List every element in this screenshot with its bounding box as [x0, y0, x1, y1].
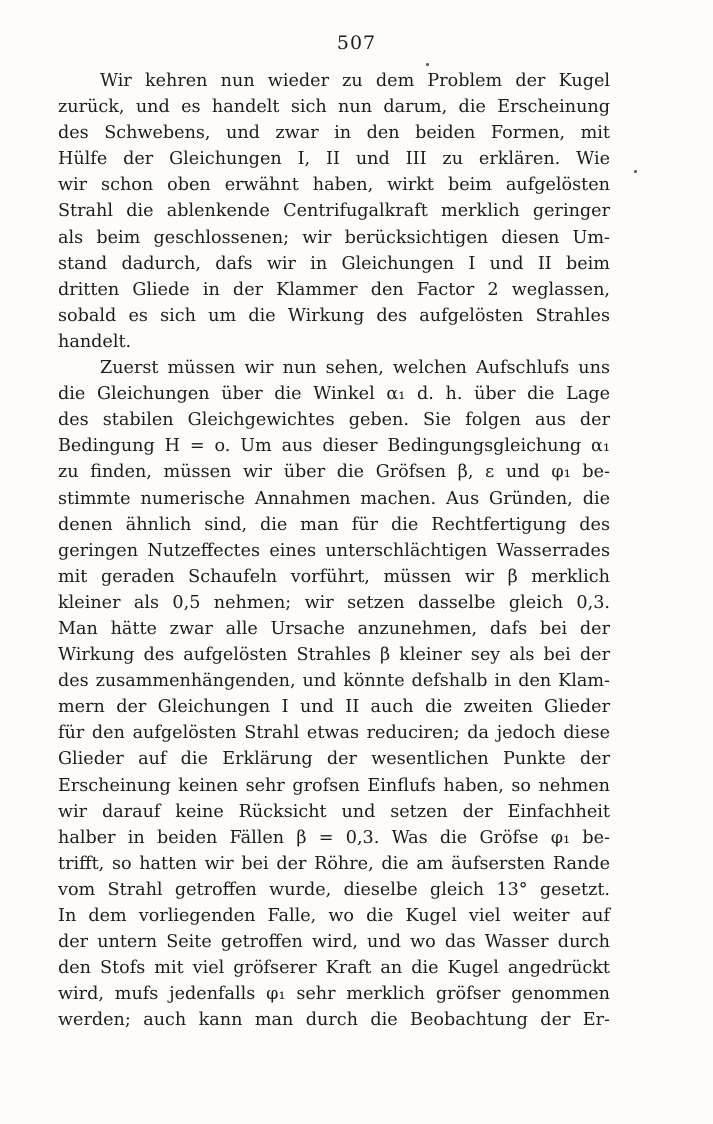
- text-line: des stabilen Gleichgewichtes geben. Sie folgen aus der: [58, 410, 610, 431]
- stray-ink-mark: [426, 63, 429, 66]
- text-line: werden; auch kann man durch die Beobachtung der Er-: [58, 1010, 610, 1031]
- text-line: des Schwebens, und zwar in den beiden Formen, mit: [58, 123, 610, 144]
- text-line: des zusammenhängenden, und könnte defshalb in den Klam-: [58, 671, 610, 692]
- text-line: Wir kehren nun wieder zu dem Problem der Kugel: [100, 71, 610, 91]
- text-line: mit geraden Schaufeln vorführt, müssen wir β merklich: [58, 566, 610, 587]
- text-line: den Stofs mit viel gröfserer Kraft an die Kugel angedrückt: [58, 958, 610, 979]
- text-line: denen ähnlich sind, die man für die Rechtfertigung des: [58, 514, 610, 535]
- text-body: [58, 68, 610, 1033]
- text-line: In dem vorliegenden Falle, wo die Kugel viel weiter auf: [58, 906, 610, 926]
- text-line: stimmte numerische Annahmen machen. Aus Gründen, die: [58, 488, 610, 509]
- text-line: zurück, und es handelt sich nun darum, die Erscheinung: [58, 97, 610, 118]
- text-line: Bedingung H = o. Um aus dieser Bedingungsgleichung α₁: [58, 436, 610, 457]
- text-line: Erscheinung keinen sehr grofsen Einflufs haben, so nehmen: [58, 775, 610, 796]
- text-line: als beim geschlossenen; wir berücksichtigen diesen Um-: [58, 227, 610, 248]
- text-line: sobald es sich um die Wirkung des aufgelösten Strahles: [58, 305, 610, 326]
- text-line: wird, mufs jedenfalls φ₁ sehr merklich gröfser genommen: [58, 984, 610, 1005]
- text-line: Strahl die ablenkende Centrifugalkraft merklich geringer: [58, 201, 610, 222]
- text-line: vom Strahl getroffen wurde, dieselbe gleich 13° gesetzt.: [58, 879, 610, 900]
- stray-ink-mark: [634, 170, 637, 173]
- text-line: handelt.: [58, 331, 132, 352]
- text-line: für den aufgelösten Strahl etwas reduciren; da jedoch diese: [58, 723, 610, 744]
- paragraph-2: [58, 355, 610, 1033]
- text-line: Glieder auf die Erklärung der wesentlichen Punkte der: [58, 749, 610, 770]
- paragraph-1: [58, 68, 610, 355]
- text-line: wir schon oben erwähnt haben, wirkt beim aufgelösten: [58, 175, 610, 196]
- text-line: trifft, so hatten wir bei der Röhre, die am äufsersten Rande: [58, 853, 610, 874]
- text-line: mern der Gleichungen I und II auch die zweiten Glieder: [58, 697, 610, 718]
- text-line: Hülfe der Gleichungen I, II und III zu erklären. Wie: [58, 149, 610, 170]
- text-line: kleiner als 0,5 nehmen; wir setzen dasselbe gleich 0,3.: [58, 592, 610, 613]
- text-line: dritten Gliede in der Klammer den Factor 2 weglassen,: [58, 279, 610, 300]
- page-number: 507: [336, 32, 377, 54]
- text-line: zu finden, müssen wir über die Gröfsen β, ε und φ₁ be-: [58, 462, 610, 483]
- text-line: stand dadurch, dafs wir in Gleichungen I und II beim: [58, 253, 610, 274]
- text-line: Zuerst müssen wir nun sehen, welchen Aufschlufs uns: [100, 358, 610, 379]
- text-line: halber in beiden Fällen β = 0,3. Was die Gröfse φ₁ be-: [58, 827, 610, 848]
- text-line: wir darauf keine Rücksicht und setzen der Einfachheit: [58, 801, 610, 822]
- text-line: Man hätte zwar alle Ursache anzunehmen, dafs bei der: [58, 618, 610, 639]
- text-line: die Gleichungen über die Winkel α₁ d. h. über die Lage: [58, 384, 610, 405]
- text-line: der untern Seite getroffen wird, und wo das Wasser durch: [58, 932, 610, 953]
- text-line: geringen Nutzeffectes eines unterschlächtigen Wasserrades: [58, 540, 610, 561]
- text-line: Wirkung des aufgelösten Strahles β kleiner sey als bei der: [58, 645, 610, 666]
